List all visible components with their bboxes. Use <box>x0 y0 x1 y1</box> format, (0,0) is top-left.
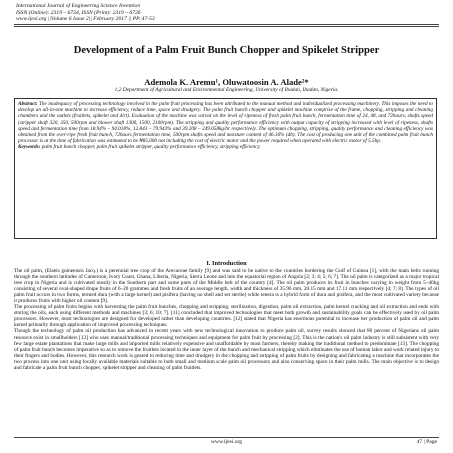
paper-affiliation: 1,2 Department of Agricultural and Environmental Engineering, University of Ibadan, Ibadan, Nigeria. <box>114 87 339 93</box>
page-footer <box>14 438 439 448</box>
header-rule-secondary <box>14 26 439 27</box>
keywords-text: palm fruit bunch chopper, palm fruit spikelet stripper, quality performance efficiency, stripping efficiency. <box>41 144 261 151</box>
journal-issue: www.ijesi.org ||Volume 6 Issue 2|| February 2017 || PP. 47-53 <box>16 16 155 23</box>
footer-url[interactable]: www.ijesi.org <box>210 439 243 445</box>
paper-title: Development of a Palm Fruit Bunch Chopper and Spikelet Stripper <box>73 45 380 56</box>
intro-paragraph-1: The oil palm, (Elaeis guineensis Jacq.) is a perennial tree crop of the Arecaceae family [9] and was said to be native to the countries bordering the Gulf of Guinea [1], with the main belts running through the southern latitudes of Cameroon, Ivory Coast, Ghana, Liberia, Nigeria, Sierra Leone and into the equatorial region of Angola [2; 3; 4; 5; 6; 7]. The oil palm is categorized as a major tropical tree crop in Nigeria and is cultivated mostly in the Southern part and some parts of the Middle belt of the country [4]. The oil palm produces its fruit in bunches varying in weight from 5–40kg consisting of several oval-shaped drupe fruits of 6–20 grammes and fresh fruits of an average length, width and thickness of 35.96 mm, 20.15 mm and 17.11 mm respectively [4; 7; 8]. The types of oil palm fruit occurs in two forms, termed dura (with a large kernel) and pisifera (having no shell and set sterile) while tenera is a hybrid form of dura and pisifera, and the most cultivated variety because it produces fruits with higher oil content [9]. <box>14 268 439 305</box>
keywords-label: Keywords: <box>18 144 41 151</box>
intro-paragraph-3: Though the technology of palm oil production has advanced in recent years with new technological innovation to produce palm oil, survey results showed that 80 percent of Nigerians oil palm resource exist in smallholders [13] who uses manual/traditional processing techniques and equipment for palm fruit by processing [2]. This is the nation's oil palm industry is still subsistent with very few large estate plantations that make large mills and imported mills relatively expensive and unaffordable by most farmers, thereby making the traditional method to predominate [13]. The chopping of palm fruit bunch becomes imperative so as to remove the fruitlets located in the inner layer of the bunch and mechanical stripping which eliminates the use of human labor and work related injury to their fingers and bodies. However, this research work is geared to reducing time and drudgery in the chopping and stripping of palm fruits by designing and fabricating a machine that incorporates the two process into one unit using locally available materials suitable to both small and medium scale palm oil processors and also conserving space in their palm mills. The main objective is to design and fabricate a palm fruit bunch chopper, spikelet stripper and cleaning of palm fruitlets. <box>14 328 439 371</box>
introduction-body <box>14 268 439 436</box>
journal-name: International Journal of Engineering Science Invention <box>16 3 141 9</box>
header-rule <box>14 24 439 25</box>
keywords-paragraph <box>18 144 433 150</box>
journal-header <box>16 3 436 23</box>
intro-paragraph-2: The processing of palm fruits begins with harvesting the palm fruit bunches, chopping and stripping, sterilization, digestion, palm oil extraction, palm kernel cracking and oil extraction and ends with storing the oils, each using different methods and machines [3; 6; 10; 7]. [11] concluded that improved technologies that meet both growth and sustainability goals can be effectively used by oil palm processors. However, most technologies are designed for developed rather than developing countries. [12] stated that Nigeria has enormous potential to increase her production of palm oil and palm kernel primarily through application of improved processing techniques. <box>14 304 439 329</box>
abstract-box <box>14 98 437 239</box>
abstract-text: The inadequacy of processing technology involved in the palm fruit processing has been attributed to the manual method and individualized processing machinery. This imposes the need to develop an all-in-one machine to increase efficiency, reduce time, space and drudgery. The palm fruit bunch chopper and spikelet machine comprise of the frame, chopping, stripping and cleaning chambers and the outlets (fruitlets, spikelet and dirt). Evaluation of the machine was varied on the level of ripeness of fresh palm fruit bunch, fermentation time of 24, 48, and 72hours, shafts speed (stripper shaft 320, 350, 500rpm and blower shaft 1300, 1500, 2100rpm). The stripping and quality performance efficiency with output capacity of stripping increased with level of ripeness, shafts speed and fermentation time from 18.94% – 94.018%, 12.843 – 79.943% and 39.208 – 249.058kg/hr respectively. The optimum chopping, stripping, quality performance and cleaning efficiency was obtained from the over-ripe fresh fruit bunch, 72hours fermentation time, 500rpm shafts speed and moisture content of 46.16% (db). The cost of producing one unit of the combined palm fruit bunch processor is at the time of fabrication was estimated to be ₦85,000 not including the cost of electric motor and the power required when operated with electric motor of 5.5hp. <box>18 101 433 145</box>
section-heading: I. Introduction <box>206 260 247 267</box>
footer-page-number: 47 | Page <box>416 439 437 445</box>
journal-issn: ISSN (Online): 2319 – 6734, ISSN (Print): 2319 – 6726 <box>16 9 141 16</box>
abstract-label: Abstract: <box>18 101 38 107</box>
abstract-paragraph <box>18 101 433 144</box>
paper-authors: Ademola K. Aremu¹, Oluwatoosin A. Alade²* <box>144 77 309 87</box>
